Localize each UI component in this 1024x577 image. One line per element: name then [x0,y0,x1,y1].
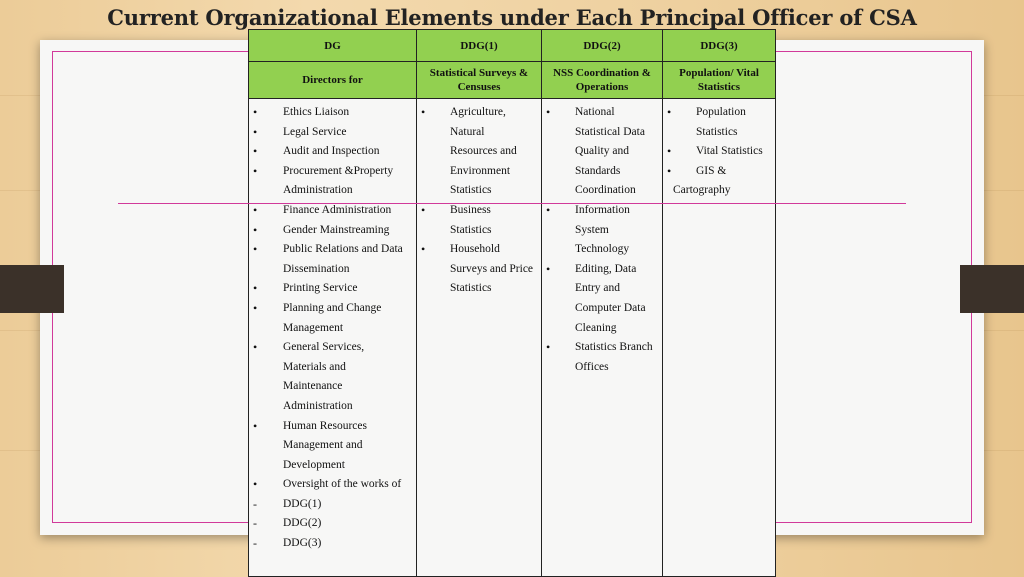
list-item [542,142,662,162]
list-item [542,221,662,241]
list-item-text: Statistics [450,223,492,236]
left-tab-decoration [0,265,64,313]
list-item-text: DDG(2) [283,517,322,530]
list-item [249,417,416,437]
list-item [542,358,662,378]
list-item-text: Household [450,243,500,256]
list-item [417,123,541,143]
list-item-text: Technology [575,243,630,256]
list-item-text: Business [450,203,491,216]
bullet-icon: • [253,340,258,355]
list-item-text: Materials and [283,360,346,373]
list-item [542,299,662,319]
list-item [417,162,541,182]
subheader-cell-ddg2: NSS Coordination & Operations [542,62,663,99]
list-item [249,475,416,495]
list-item [542,279,662,299]
subheader-row [249,62,776,99]
list-item-text: Offices [575,360,609,373]
org-elements-table [248,29,776,577]
list-item-text: Finance Administration [283,203,392,216]
list-item-text: Printing Service [283,282,358,295]
list-item [542,319,662,339]
body-row [249,99,776,577]
list-item-text: Computer Data [575,301,646,314]
header-cell-ddg2: DDG(2) [542,30,663,62]
list-item [249,319,416,339]
list-item [249,299,416,319]
list-item [249,456,416,476]
list-item [542,123,662,143]
list-item-text: Statistics [696,125,738,138]
list-item-text: Management and [283,439,363,452]
ddg1-items-cell [417,99,542,577]
dash-marker: - [253,516,257,531]
header-cell-ddg1: DDG(1) [417,30,542,62]
list-item [542,240,662,260]
header-cell-ddg3: DDG(3) [663,30,776,62]
list-item [663,181,775,201]
list-item-text: Human Resources [283,419,367,432]
list-item [542,162,662,182]
list-item [249,279,416,299]
bullet-icon: • [253,202,258,217]
bullet-icon: • [253,477,258,492]
list-item-text: Information [575,203,630,216]
list-item [249,514,416,534]
list-item-text: Statistical Data [575,125,645,138]
bullet-icon: • [667,105,672,119]
bullet-icon: • [253,105,258,119]
subheader-cell-dg: Directors for [249,62,417,99]
list-item [417,103,541,123]
list-item-text: Surveys and Price [450,262,534,275]
list-item-text: Statistics [450,282,492,295]
bullet-icon: • [421,105,426,119]
list-item [417,279,541,299]
list-item-text: Cartography [673,184,731,197]
list-item-text: Resources and [450,145,517,158]
bullet-icon: • [421,202,426,217]
bullet-icon: • [667,144,672,159]
list-item-text: Audit and Inspection [283,145,380,158]
list-item-text: Statistics [450,184,492,197]
list-item-text: Agriculture, [450,106,506,118]
list-item-text: General Services, [283,341,365,354]
dg-items-cell [249,99,417,577]
list-item-text: Dissemination [283,262,350,275]
header-cell-dg: DG [249,30,417,62]
bullet-icon: • [253,418,258,433]
list-item [249,397,416,417]
bullet-icon: • [546,261,551,276]
list-item [249,534,416,554]
list-item [542,338,662,358]
bullet-icon: • [546,105,551,119]
dg-item-list [249,103,416,554]
ddg2-item-list [542,103,662,377]
list-item [249,436,416,456]
list-item [663,142,775,162]
list-item-text: Oversight of the works of [283,478,402,491]
list-item-text: National [575,106,615,118]
header-row [249,30,776,62]
list-item-text: Public Relations and Data [283,243,403,256]
list-item [417,142,541,162]
list-item [417,181,541,201]
list-item-text: Cleaning [575,321,617,334]
list-item-text: Gender Mainstreaming [283,223,390,236]
list-item-text: Quality and [575,145,629,158]
list-item-text: Entry and [575,282,621,295]
list-item-text: DDG(1) [283,497,322,510]
list-item [249,240,416,260]
bullet-icon: • [253,222,258,237]
bullet-icon: • [253,281,258,296]
list-item [249,103,416,123]
list-item-text: Environment [450,164,511,177]
list-item [542,181,662,201]
ddg3-items-cell [663,99,776,577]
list-item [249,495,416,515]
bullet-icon: • [253,144,258,159]
list-item [542,260,662,280]
bullet-icon: • [421,242,426,257]
list-item [249,123,416,143]
list-item [542,103,662,123]
decorative-divider-line [118,203,906,204]
bullet-icon: • [253,124,258,139]
list-item [417,221,541,241]
dash-marker: - [253,496,257,511]
list-item-text: Coordination [575,184,636,197]
list-item-text: Management [283,321,344,334]
list-item-text: DDG(3) [283,537,322,550]
list-item-text: Legal Service [283,125,347,138]
subheader-cell-ddg1: Statistical Surveys & Censuses [417,62,542,99]
list-item-text: Standards [575,164,621,177]
list-item [249,181,416,201]
bullet-icon: • [253,300,258,315]
list-item [249,142,416,162]
subheader-cell-ddg3: Population/ Vital Statistics [663,62,776,99]
right-tab-decoration [960,265,1024,313]
bullet-icon: • [253,163,258,178]
list-item-text: Vital Statistics [696,145,763,158]
list-item [249,162,416,182]
list-item [663,123,775,143]
list-item [417,260,541,280]
list-item-text: Ethics Liaison [283,106,350,118]
list-item [249,221,416,241]
list-item [663,162,775,182]
slide-title: Current Organizational Elements under Each Principal Officer of CSA [107,5,917,30]
list-item [249,358,416,378]
list-item-text: Administration [283,399,353,412]
list-item-text: Editing, Data [575,262,637,275]
bullet-icon: • [546,202,551,217]
list-item [249,338,416,358]
list-item-text: System [575,223,609,236]
bullet-icon: • [667,163,672,178]
ddg1-item-list [417,103,541,299]
list-item-text: Administration [283,184,353,197]
bullet-icon: • [546,340,551,355]
ddg3-item-list [663,103,775,201]
list-item-text: Procurement &Property [283,164,394,177]
list-item-text: Natural [450,125,485,138]
list-item-text: Population [696,106,746,118]
list-item-text: Maintenance [283,380,343,393]
ddg2-items-cell [542,99,663,577]
list-item [249,377,416,397]
dash-marker: - [253,536,257,551]
list-item-text: Statistics Branch [575,341,653,354]
list-item-text: Development [283,458,345,471]
list-item-text: GIS & [696,164,727,177]
list-item [417,240,541,260]
bullet-icon: • [253,242,258,257]
list-item [249,260,416,280]
list-item [663,103,775,123]
list-item-text: Planning and Change [283,301,382,314]
